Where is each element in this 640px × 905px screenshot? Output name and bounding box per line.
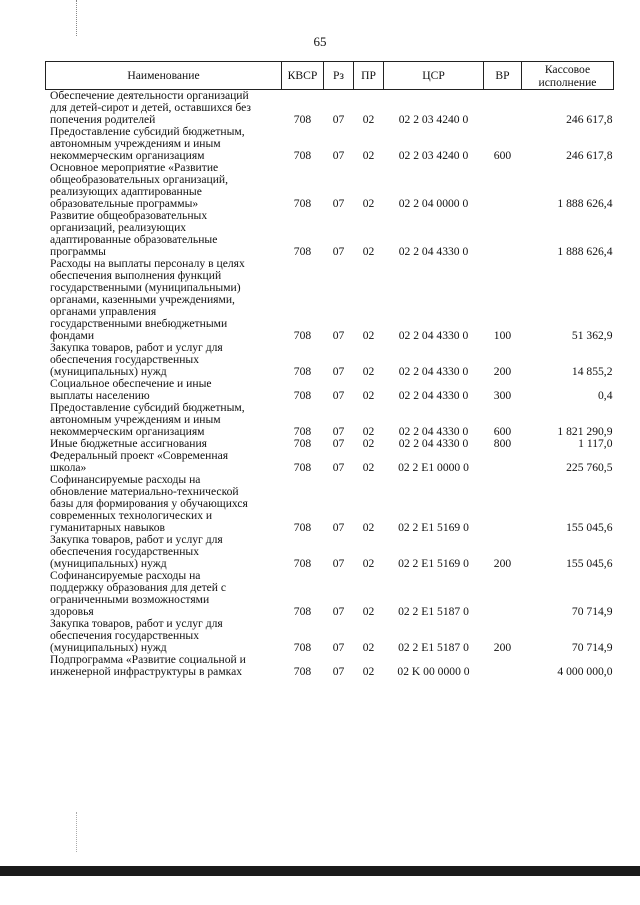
cell-rz: 07 bbox=[332, 329, 345, 342]
cell-rz: 07 bbox=[332, 605, 345, 618]
cell-amount: 155 045,6 bbox=[566, 557, 613, 570]
cell-amount: 1 888 626,4 bbox=[557, 197, 613, 210]
cell-kvsr: 708 bbox=[293, 521, 312, 534]
cell-pr: 02 bbox=[362, 113, 375, 126]
cell-csr: 02 2 03 4240 0 bbox=[398, 149, 469, 162]
cell-name: Расходы на выплаты персоналу в целях обеспечения выполнения функций государственными (муниципальными) органами, казенными учреждениями, органами управления государственными внебюджетными фондами bbox=[50, 257, 245, 342]
scan-artifact bbox=[76, 812, 81, 852]
cell-name: Закупка товаров, работ и услуг для обеспечения государственных (муниципальных) нужд bbox=[50, 341, 223, 378]
cell-pr: 02 bbox=[362, 425, 375, 438]
column-header-kvsr: КВСР bbox=[282, 62, 324, 90]
cell-pr: 02 bbox=[362, 389, 375, 402]
cell-name: Софинансируемые расходы на обновление материально-технической базы для формирования у обучающихся современных технологических и гуманитарных навыков bbox=[50, 473, 248, 534]
cell-kvsr: 708 bbox=[293, 437, 312, 450]
cell-rz: 07 bbox=[332, 425, 345, 438]
table-row bbox=[46, 162, 614, 210]
cell-kvsr: 708 bbox=[293, 365, 312, 378]
cell-name: Софинансируемые расходы на поддержку образования для детей с ограниченными возможностями здоровья bbox=[50, 569, 227, 618]
cell-rz: 07 bbox=[332, 665, 345, 678]
cell-vr bbox=[484, 474, 522, 534]
cell-csr: 02 2 04 0000 0 bbox=[398, 197, 469, 210]
cell-vr: 200 bbox=[493, 557, 512, 570]
table-row bbox=[46, 126, 614, 162]
cell-rz: 07 bbox=[332, 557, 345, 570]
table-row bbox=[46, 342, 614, 378]
cell-csr: 02 2 04 4330 0 bbox=[398, 389, 469, 402]
cell-name: Предоставление субсидий бюджетным, автономным учреждениям и иным некоммерческим организациям bbox=[50, 125, 245, 162]
cell-kvsr: 708 bbox=[293, 425, 312, 438]
cell-vr: 600 bbox=[493, 149, 512, 162]
cell-csr: 02 2 E1 5169 0 bbox=[398, 557, 469, 570]
cell-rz: 07 bbox=[332, 245, 345, 258]
cell-kvsr: 708 bbox=[293, 329, 312, 342]
cell-csr: 02 2 03 4240 0 bbox=[398, 113, 469, 126]
cell-rz: 07 bbox=[332, 437, 345, 450]
cell-rz: 07 bbox=[332, 521, 345, 534]
cell-csr: 02 2 04 4330 0 bbox=[398, 245, 469, 258]
cell-vr: 200 bbox=[493, 365, 512, 378]
cell-csr: 02 2 04 4330 0 bbox=[398, 365, 469, 378]
cell-kvsr: 708 bbox=[293, 197, 312, 210]
cell-rz: 07 bbox=[332, 461, 345, 474]
cell-pr: 02 bbox=[362, 245, 375, 258]
cell-amount: 1 821 290,9 bbox=[557, 425, 613, 438]
cell-csr: 02 2 04 4330 0 bbox=[398, 425, 469, 438]
cell-csr: 02 2 04 4330 0 bbox=[398, 329, 469, 342]
cell-pr: 02 bbox=[362, 149, 375, 162]
cell-name: Федеральный проект «Современная школа» bbox=[50, 449, 229, 474]
table-row bbox=[46, 402, 614, 438]
cell-vr: 100 bbox=[493, 329, 512, 342]
cell-amount: 225 760,5 bbox=[566, 461, 613, 474]
cell-name: Обеспечение деятельности организаций для детей-сирот и детей, оставшихся без попечения родителей bbox=[50, 89, 251, 126]
cell-amount: 246 617,8 bbox=[566, 149, 613, 162]
scan-border bbox=[0, 866, 640, 876]
cell-vr bbox=[484, 570, 522, 618]
cell-csr: 02 2 04 4330 0 bbox=[398, 437, 469, 450]
table-row bbox=[46, 474, 614, 534]
cell-kvsr: 708 bbox=[293, 557, 312, 570]
cell-kvsr: 708 bbox=[293, 641, 312, 654]
cell-csr: 02 K 00 0000 0 bbox=[397, 665, 470, 678]
cell-pr: 02 bbox=[362, 365, 375, 378]
cell-pr: 02 bbox=[362, 665, 375, 678]
cell-pr: 02 bbox=[362, 641, 375, 654]
cell-vr: 800 bbox=[493, 437, 512, 450]
column-header-pr: ПР bbox=[354, 62, 384, 90]
cell-pr: 02 bbox=[362, 605, 375, 618]
cell-vr: 600 bbox=[493, 425, 512, 438]
cell-name: Основное мероприятие «Развитие общеобразовательных организаций, реализующих адаптированные образовательные программы» bbox=[50, 161, 228, 210]
cell-amount: 1 117,0 bbox=[578, 437, 613, 450]
table-row bbox=[46, 210, 614, 258]
cell-amount: 0,4 bbox=[598, 389, 613, 402]
table-row bbox=[46, 258, 614, 342]
cell-csr: 02 2 E1 5187 0 bbox=[398, 641, 469, 654]
cell-rz: 07 bbox=[332, 149, 345, 162]
cell-rz: 07 bbox=[332, 365, 345, 378]
cell-amount: 4 000 000,0 bbox=[557, 665, 613, 678]
table-body bbox=[46, 90, 614, 679]
cell-csr: 02 2 E1 5169 0 bbox=[398, 521, 469, 534]
scan-artifact bbox=[76, 0, 81, 36]
cell-vr bbox=[484, 654, 522, 678]
cell-name: Подпрограмма «Развитие социальной и инженерной инфраструктуры в рамках bbox=[50, 653, 246, 678]
cell-vr bbox=[484, 90, 522, 127]
cell-csr: 02 2 E1 5187 0 bbox=[398, 605, 469, 618]
table-row bbox=[46, 450, 614, 474]
cell-rz: 07 bbox=[332, 197, 345, 210]
cell-amount: 14 855,2 bbox=[571, 365, 613, 378]
cell-pr: 02 bbox=[362, 461, 375, 474]
cell-amount: 51 362,9 bbox=[571, 329, 613, 342]
table-header-row bbox=[46, 62, 614, 90]
cell-csr: 02 2 E1 0000 0 bbox=[398, 461, 469, 474]
table-row bbox=[46, 90, 614, 127]
page-number: 65 bbox=[313, 34, 327, 49]
cell-pr: 02 bbox=[362, 329, 375, 342]
column-header-vr: ВР bbox=[484, 62, 522, 90]
cell-pr: 02 bbox=[362, 437, 375, 450]
cell-amount: 246 617,8 bbox=[566, 113, 613, 126]
cell-amount: 1 888 626,4 bbox=[557, 245, 613, 258]
cell-kvsr: 708 bbox=[293, 149, 312, 162]
cell-vr: 300 bbox=[493, 389, 512, 402]
cell-rz: 07 bbox=[332, 641, 345, 654]
cell-pr: 02 bbox=[362, 521, 375, 534]
cell-kvsr: 708 bbox=[293, 245, 312, 258]
column-header-amount: Кассовое исполнение bbox=[522, 62, 614, 90]
cell-name: Социальное обеспечение и иные выплаты населению bbox=[50, 377, 212, 402]
cell-pr: 02 bbox=[362, 197, 375, 210]
table-row bbox=[46, 618, 614, 654]
column-header-csr: ЦСР bbox=[384, 62, 484, 90]
table-row bbox=[46, 570, 614, 618]
cell-amount: 70 714,9 bbox=[571, 605, 613, 618]
cell-rz: 07 bbox=[332, 389, 345, 402]
table-row bbox=[46, 378, 614, 402]
cell-kvsr: 708 bbox=[293, 389, 312, 402]
cell-kvsr: 708 bbox=[293, 605, 312, 618]
cell-rz: 07 bbox=[332, 113, 345, 126]
cell-vr bbox=[484, 450, 522, 474]
cell-kvsr: 708 bbox=[293, 461, 312, 474]
cell-name: Развитие общеобразовательных организаций, реализующих адаптированные образовательные программы bbox=[50, 209, 218, 258]
cell-vr: 200 bbox=[493, 641, 512, 654]
table-row bbox=[46, 534, 614, 570]
table-row bbox=[46, 654, 614, 678]
cell-vr bbox=[484, 162, 522, 210]
cell-vr bbox=[484, 210, 522, 258]
cell-name: Иные бюджетные ассигнования bbox=[50, 437, 207, 450]
column-header-name: Наименование bbox=[46, 62, 282, 90]
cell-name: Предоставление субсидий бюджетным, автономным учреждениям и иным некоммерческим организациям bbox=[50, 401, 245, 438]
cell-amount: 155 045,6 bbox=[566, 521, 613, 534]
cell-name: Закупка товаров, работ и услуг для обеспечения государственных (муниципальных) нужд bbox=[50, 533, 223, 570]
cell-kvsr: 708 bbox=[293, 113, 312, 126]
cell-name: Закупка товаров, работ и услуг для обеспечения государственных (муниципальных) нужд bbox=[50, 617, 223, 654]
cell-kvsr: 708 bbox=[293, 665, 312, 678]
budget-table bbox=[45, 61, 614, 678]
cell-pr: 02 bbox=[362, 557, 375, 570]
cell-amount: 70 714,9 bbox=[571, 641, 613, 654]
column-header-rz: Рз bbox=[324, 62, 354, 90]
